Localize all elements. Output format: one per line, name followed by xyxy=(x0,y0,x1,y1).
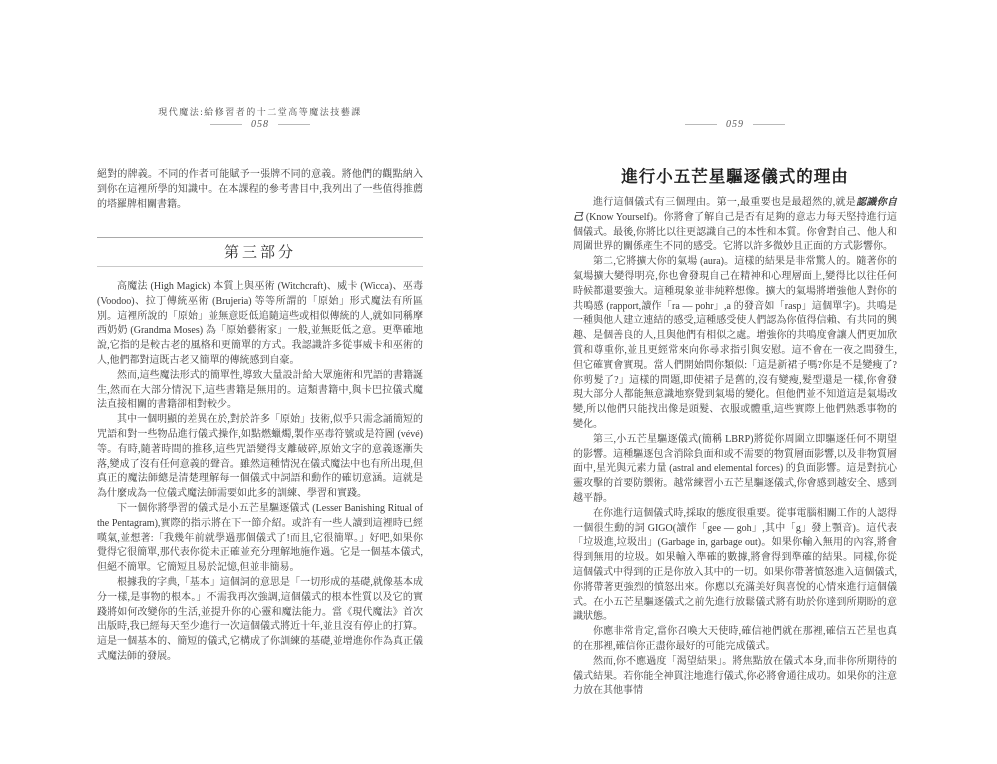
paragraph-text: 進行這個儀式有三個理由。第一,最重要也是最超然的,就是 xyxy=(593,197,857,208)
paragraph: 第三,小五芒星驅逐儀式(簡稱 LBRP)將從你周圍立即驅逐任何不期望的影響。這種驅逐包含消除負面和或不需要的物質層面影響,以及非物質層面中,星光與元素力量 (astral and elemental forces) 的負面影響。這是對抗心靈攻擊的首要防禦術。越常練習小五芒星驅逐儀式,你會感到越安全、感到越平靜。 xyxy=(573,433,897,504)
paragraph-text: (Know Yourself)。你將會了解自己是否有足夠的意志力每天堅持進行這個儀式。最後,你將比以往更認識自己的本性和本質。你會對自己、他人和周圍世界的關係產生不同的感受。它將以許多微妙且正面的方式影響你。 xyxy=(573,211,898,253)
right-folio xyxy=(573,119,897,130)
chapter-title: 進行小五芒星驅逐儀式的理由 xyxy=(621,168,849,186)
paragraph: 第二,它將擴大你的氣場 (aura)。這樣的結果是非常驚人的。隨著你的氣場擴大變得明亮,你也會發現自己在精神和心理層面上,變得比以往任何時候都還要強大。這種現象並非純粹想像。擴大的氣場將增強他人對你的共鳴感 (rapport,讀作「ra — pohr」,a 的發音如「rasp」這個單字)。共鳴是一種與他人建立連結的感受,這種感受使人們認為你值得信賴、有共同的興趣、是個善良的人,且與他們有相似之處。增強你的共鳴度會讓人們更加欣賞和尊重你,並且更經常來向你尋求指引與安慰。這不會在一夜之間發生,但它確實會實現。當人們開始問你類似:「這是新裙子嗎?你是不是變瘦了?你剪髮了?」這樣的問題,即使裙子是舊的,沒有變瘦,髮型還是一樣,你會發現大部分人都能無意識地察覺到氣場的變化。但他們並不知道這是氣場改變,所以他們只能找出像是頭髮、衣服或體重,這些實際上他們熟悉事物的變化。 xyxy=(573,256,897,430)
paragraph: 然而,這些魔法形式的簡單性,導致大量設計給大眾施術和咒語的書籍誕生,然而在大部分情況下,這些書籍是無用的。這類書籍中,與卡巴拉儀式魔法直接相關的書籍卻相對較少。 xyxy=(97,369,423,411)
right-body-text xyxy=(573,196,897,699)
folio-dash-right xyxy=(753,124,785,125)
left-page-number: 058 xyxy=(251,119,269,130)
part-title: 第三部分 xyxy=(223,245,296,261)
folio-dash-left xyxy=(210,124,242,125)
paragraph xyxy=(573,196,897,255)
left-running-head: 現代魔法:給修習者的十二堂高等魔法技藝課 xyxy=(158,107,362,117)
right-page-number: 059 xyxy=(726,119,744,130)
paragraph: 其中一個明顯的差異在於,對於許多「原始」技術,似乎只需念誦簡短的咒語和對一些物品進行儀式操作,如點燃蠟燭,製作巫毒符號或是符圖 (vévé) 等。有時,隨著時間的推移,這些咒語變得支離破碎,原始文字的意義逐漸失落,變成了沒有任何意義的聲音。雖然這種情況在儀式魔法中也有所出現,但真正的魔法師總是清楚理解每一個儀式中詞語和動作的確切意涵。這就是為什麼成為一位儀式魔法師需要如此多的訓練、學習和實踐。 xyxy=(97,414,423,500)
paragraph: 你應非常肯定,當你召喚大天使時,確信祂們就在那裡,確信五芒星也真的在那裡,確信你正盡你最好的可能完成儀式。 xyxy=(573,626,897,652)
paragraph: 然而,你不應過度「渴望結果」。將焦點放在儀式本身,而非你所期待的儀式結果。若你能全神貫注地進行儀式,你必將會通往成功。如果你的注意力放在其他事情 xyxy=(573,655,897,697)
emphasized-phrase: 認識你自己 xyxy=(573,197,898,223)
left-folio xyxy=(97,119,423,130)
paragraph: 下一個你將學習的儀式是小五芒星驅逐儀式 (Lesser Banishing Ritual of the Pentagram),實際的指示將在下一節介紹。或許有一些人讀到這裡時已經嘆氣,並想著:「我幾年前就學過那個儀式了!而且,它很簡單。」好吧,如果你覺得它很簡單,那代表你從未正確並充分理解地施作過。它是一個基本儀式,但絕不簡單。它簡短且易於記憶,但並非簡易。 xyxy=(97,502,423,574)
left-body-text xyxy=(97,280,423,665)
folio-dash-left xyxy=(685,124,717,125)
paragraph: 根據我的字典,「基本」這個詞的意思是「一切形成的基礎,就像基本成分一樣,是事物的根本。」不需我再次強調,這個儀式的根本性質以及它的實踐將如何改變你的生活,並提升你的心靈和魔法能力。當《現代魔法》首次出版時,我已經每天至少進行一次這個儀式將近十年,並且沒有停止的打算。這是一個基本的、簡短的儀式,它構成了你訓練的基礎,並增進你作為真正儀式魔法師的發展。 xyxy=(97,576,423,662)
folio-dash-right xyxy=(278,124,310,125)
left-intro-paragraph: 絕對的牌義。不同的作者可能賦予一張牌不同的意義。將他們的觀點納入到你在這裡所學的知識中。在本課程的參考書目中,我列出了一些值得推薦的塔羅牌相關書籍。 xyxy=(97,169,423,210)
paragraph: 高魔法 (High Magick) 本質上與巫術 (Witchcraft)、威卡 (Wicca)、巫毒 (Voodoo)、拉丁傳統巫術 (Brujeria) 等等所謂的「原始」形式魔法有所區別。這裡所說的「原始」並無意貶低追隨這些或相似傳統的人,就如同稱摩西奶奶 (Grandma Moses) 為「原始藝術家」一般,並無貶低之意。更準確地說,它指的是較古老的風格和更簡單的方式。我認識許多從事威卡和巫術的人,他們都對這既古老又簡單的傳統感到自豪。 xyxy=(97,281,423,366)
part-title-block xyxy=(97,237,423,267)
paragraph: 在你進行這個儀式時,採取的態度很重要。從事電腦相關工作的人認得一個很生動的詞 GIGO(讀作「gee — goh」,其中「g」發上顎音)。這代表「垃圾進,垃圾出」(Garbage in, garbage out)。如果你輸入無用的內容,將會得到無用的垃圾。如果輸入準確的數據,將會得到準確的結果。同樣,你從這個儀式中得到的正是你放入其中的一切。如果你帶著憤怒進入這個儀式,你將帶著更強烈的憤怒出來。你應以充滿美好與喜悅的心情來進行這個儀式。在小五芒星驅逐儀式之前先進行放鬆儀式將有助於你達到所期盼的意識狀態。 xyxy=(573,507,897,623)
